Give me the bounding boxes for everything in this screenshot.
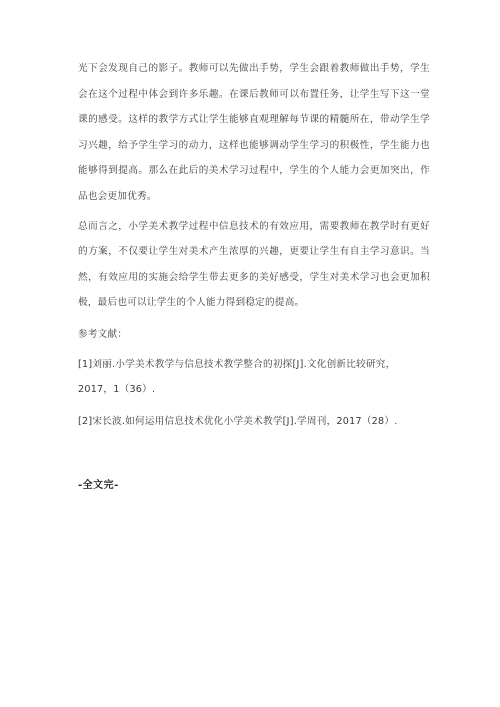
references-heading: 参考文献： bbox=[78, 328, 128, 340]
body-paragraph: 总而言之，小学美术教学过程中信息技术的有效应用，需要教师在教学时有更好的方案，不仅要让学生对美术产生浓厚的兴趣，更要让学生有自主学习意识。当然，有效应用的实施会给学生带去更多的美好感受，学生对美术学习也会更加积极，最后也可以让学生的个人能力得到稳定的提高。 bbox=[78, 220, 430, 309]
end-of-document-mark: -全文完- bbox=[78, 480, 119, 491]
document-body bbox=[78, 56, 430, 440]
reference-item: [2]宋长波.如何运用信息技术优化小学美术教学[J].学周刊，2017（28）. bbox=[78, 415, 398, 427]
body-paragraph: 光下会发现自己的影子。教师可以先做出手势，学生会跟着教师做出手势，学生会在这个过程中体会到许多乐趣。在课后教师可以布置任务，让学生写下这一堂课的感受。这样的教学方式让学生能够直观理解每节课的精髓所在，带动学生学习兴趣，给予学生学习的动力，这样也能够调动学生学习的积极性，学生能力也能够得到提高。那么在此后的美术学习过程中，学生的个人能力会更加突出，作品也会更加优秀。 bbox=[78, 63, 430, 202]
reference-item: [1]刘丽.小学美术教学与信息技术教学整合的初探[J].文化创新比较研究，2017，1（36）. bbox=[78, 358, 396, 396]
